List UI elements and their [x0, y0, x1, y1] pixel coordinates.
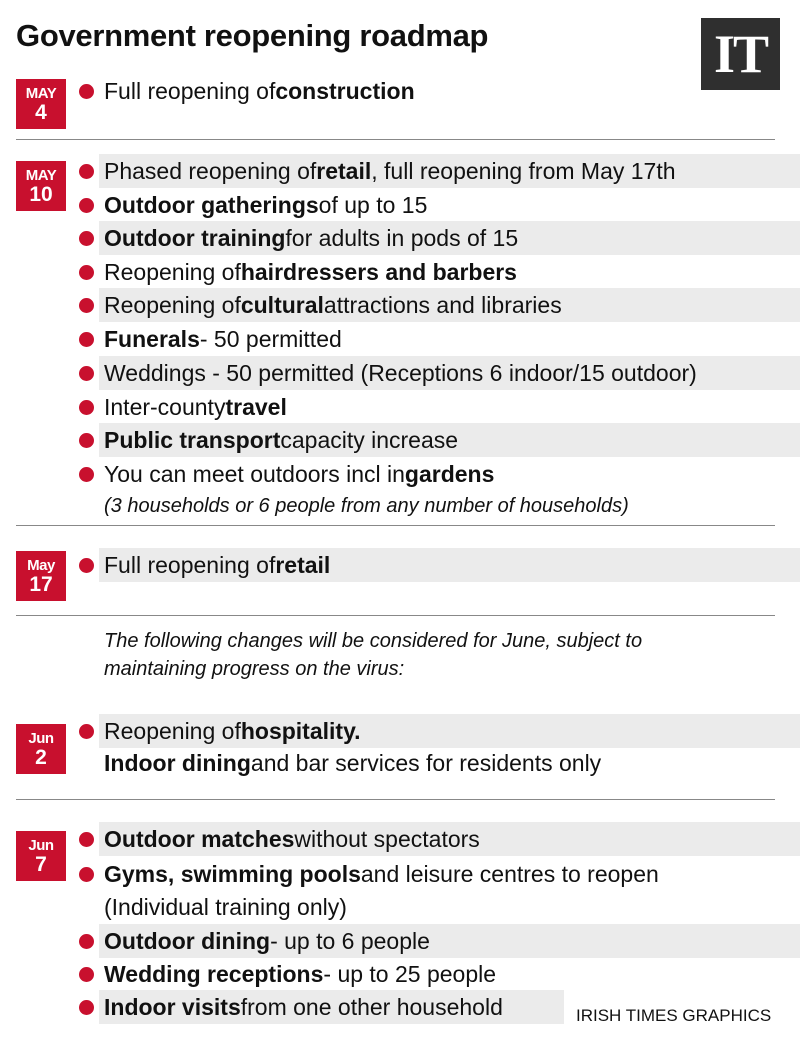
- date-badge: [16, 161, 66, 211]
- roadmap-item: [99, 221, 800, 255]
- item-text-bold: retail: [275, 551, 331, 578]
- item-text: Full reopening of: [104, 77, 276, 104]
- bullet-icon: [79, 84, 94, 99]
- date-badge-month: Jun: [28, 836, 54, 854]
- date-badge-day: 7: [35, 852, 47, 876]
- item-text: Phased reopening of: [104, 157, 317, 184]
- roadmap-item: [99, 990, 564, 1024]
- roadmap-item: [99, 423, 800, 457]
- item-text: Reopening of: [104, 258, 241, 285]
- roadmap-item: [99, 322, 800, 356]
- roadmap-item: [99, 822, 800, 856]
- roadmap-item: [99, 714, 800, 748]
- divider: [16, 139, 775, 140]
- bullet-icon: [79, 558, 94, 573]
- bullet-icon: [79, 724, 94, 739]
- item-text: for adults in pods of 15: [285, 224, 519, 251]
- june-intro-note-line-2: maintaining progress on the virus:: [104, 658, 405, 680]
- roadmap-item: [99, 74, 800, 108]
- credit-text: IRISH TIMES GRAPHICS: [576, 1006, 772, 1025]
- roadmap-item: [99, 957, 800, 991]
- bullet-icon: [79, 231, 94, 246]
- item-text-bold: Outdoor gatherings: [104, 191, 319, 218]
- roadmap-item: [99, 924, 800, 958]
- item-text: Full reopening of: [104, 551, 276, 578]
- item-text-bold: Indoor visits: [104, 993, 241, 1020]
- roadmap-item: [99, 457, 800, 491]
- item-text: and leisure centres to reopen: [360, 860, 659, 887]
- roadmap-item: [99, 188, 800, 222]
- bullet-icon: [79, 967, 94, 982]
- bullet-icon: [79, 832, 94, 847]
- item-text: attractions and libraries: [323, 291, 562, 318]
- item-text-bold: Outdoor matches: [104, 825, 295, 852]
- item-text: (Individual training only): [104, 893, 347, 920]
- item-text-bold: Wedding receptions: [104, 960, 324, 987]
- divider: [16, 525, 775, 526]
- item-text: capacity increase: [280, 426, 459, 453]
- item-text-bold: Outdoor training: [104, 224, 286, 251]
- item-text: - up to 25 people: [323, 960, 497, 987]
- item-text-bold: hospitality.: [240, 717, 361, 744]
- date-badge-month: Jun: [28, 729, 54, 747]
- bullet-icon: [79, 366, 94, 381]
- item-text: from one other household: [240, 993, 503, 1020]
- date-badge: [16, 79, 66, 129]
- date-badge-day: 10: [29, 182, 53, 206]
- roadmap-item: [99, 890, 800, 924]
- bullet-icon: [79, 400, 94, 415]
- date-badge: [16, 831, 66, 881]
- item-text-bold: Funerals: [104, 325, 200, 352]
- item-text: Reopening of: [104, 717, 241, 744]
- roadmap-item: [99, 255, 800, 289]
- item-text: of up to 15: [318, 191, 428, 218]
- bullet-icon: [79, 467, 94, 482]
- item-text-bold: retail: [316, 157, 372, 184]
- date-badge-month: MAY: [25, 84, 57, 102]
- date-badge-day: 17: [29, 572, 53, 596]
- roadmap-item: [99, 390, 800, 424]
- bullet-icon: [79, 332, 94, 347]
- item-text: without spectators: [294, 825, 480, 852]
- date-badge-day: 4: [35, 100, 47, 124]
- roadmap-item: [99, 548, 800, 582]
- roadmap-item: [99, 857, 800, 891]
- roadmap-item: [99, 356, 800, 390]
- item-text-bold: travel: [225, 393, 287, 420]
- roadmap-item: [99, 154, 800, 188]
- item-text-bold: Public transport: [104, 426, 281, 453]
- page-title: Government reopening roadmap: [16, 18, 489, 53]
- date-badge-day: 2: [35, 745, 47, 769]
- roadmap-item: [99, 746, 800, 780]
- date-badge-month: May: [27, 556, 55, 574]
- bullet-icon: [79, 164, 94, 179]
- bullet-icon: [79, 433, 94, 448]
- section-note: (3 households or 6 people from any number of households): [104, 495, 629, 517]
- item-text: Inter-county: [104, 393, 226, 420]
- item-text-bold: gardens: [404, 460, 495, 487]
- item-text: , full reopening from May 17th: [371, 157, 676, 184]
- roadmap-item: [99, 288, 800, 322]
- divider: [16, 799, 775, 800]
- item-text: Weddings - 50 permitted (Receptions 6 indoor/15 outdoor): [104, 359, 697, 386]
- item-text: Reopening of: [104, 291, 241, 318]
- bullet-icon: [79, 934, 94, 949]
- divider: [16, 615, 775, 616]
- item-text-bold: cultural: [240, 291, 324, 318]
- bullet-icon: [79, 867, 94, 882]
- date-badge: [16, 551, 66, 601]
- irish-times-logo: IT: [701, 18, 780, 90]
- item-text-bold: hairdressers and barbers: [240, 258, 517, 285]
- bullet-icon: [79, 265, 94, 280]
- bullet-icon: [79, 298, 94, 313]
- item-text-bold: Outdoor dining: [104, 927, 271, 954]
- bullet-icon: [79, 1000, 94, 1015]
- date-badge-month: MAY: [25, 166, 57, 184]
- date-badge: [16, 724, 66, 774]
- item-text: - 50 permitted: [199, 325, 342, 352]
- item-text-bold: Gyms, swimming pools: [104, 860, 361, 887]
- june-intro-note-line-1: The following changes will be considered for June, subject to: [104, 630, 643, 652]
- item-text-bold: Indoor dining: [104, 749, 251, 776]
- item-text: and bar services for residents only: [250, 749, 602, 776]
- item-text: - up to 6 people: [270, 927, 430, 954]
- item-text-bold: construction: [275, 77, 415, 104]
- bullet-icon: [79, 198, 94, 213]
- item-text: You can meet outdoors incl in: [104, 460, 405, 487]
